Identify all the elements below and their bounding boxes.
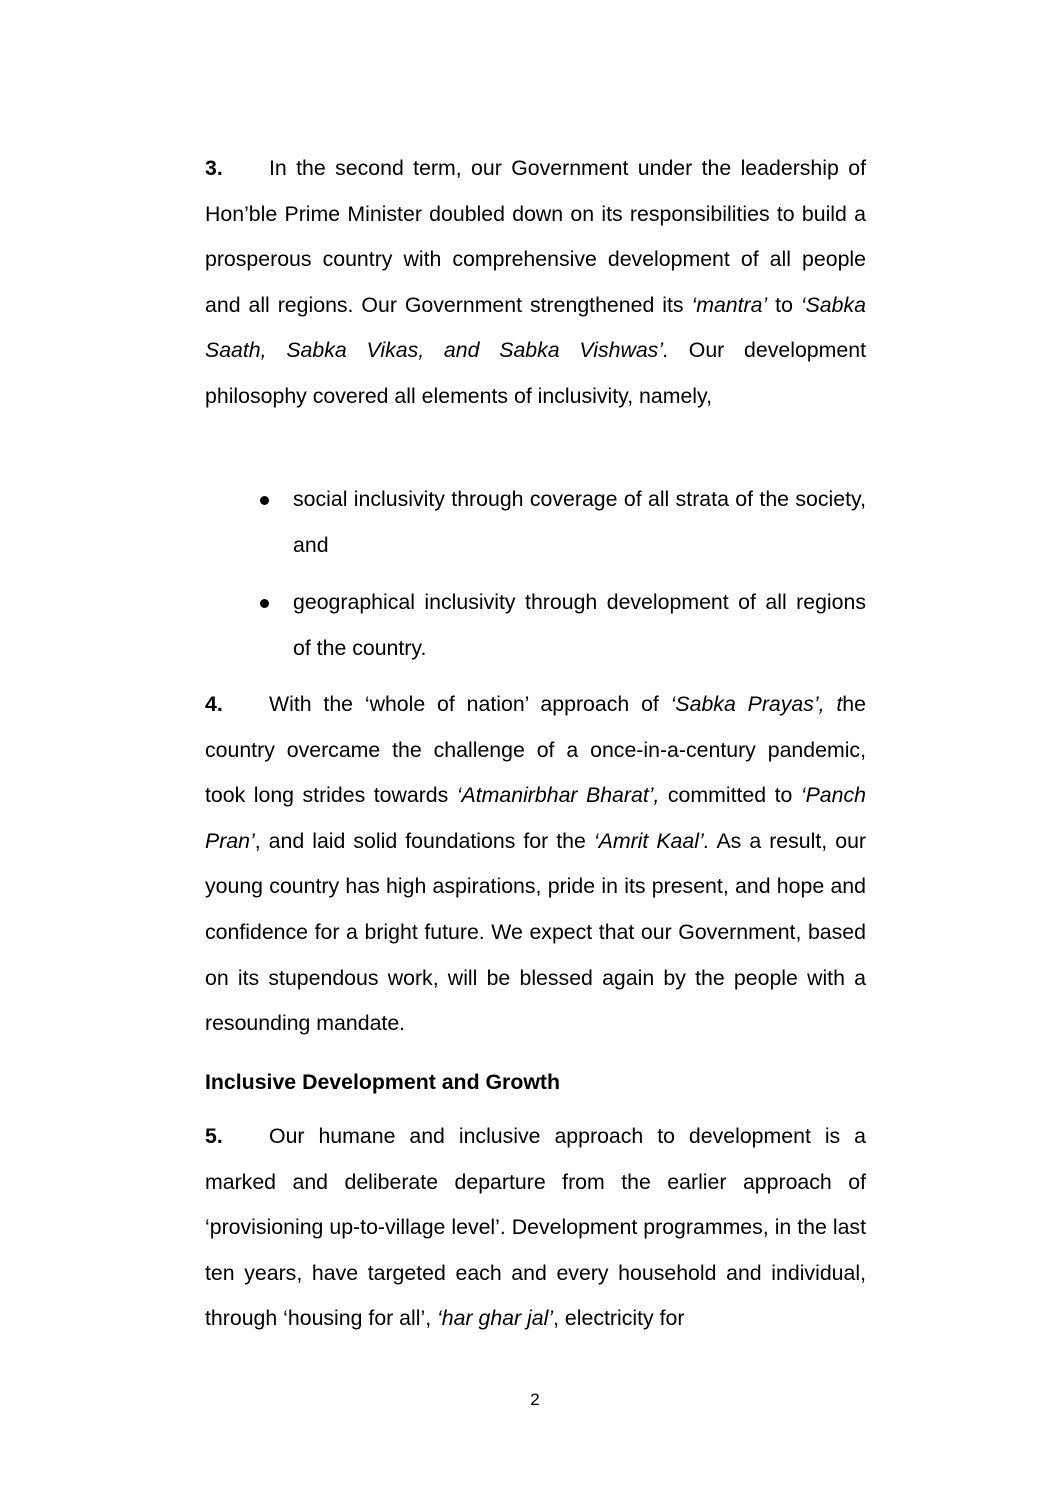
paragraph-text: , and laid solid foundations for the — [254, 828, 594, 853]
inclusivity-bullet-list — [205, 477, 866, 671]
italic-term: ‘Amrit Kaal’. — [593, 828, 710, 853]
paragraph-4-body — [205, 682, 866, 1047]
paragraph-text: Our development philosophy covered all elements of inclusivity, namely, — [205, 338, 866, 408]
paragraph-text: he country overcame the challenge of a once-in-a-century pandemic, took long strides towards — [205, 692, 866, 808]
paragraph-text: As a result, our young country has high aspirations, pride in its present, and hope and confidence for a bright future. We expect that our Government, based on its stupendous work, will be blessed again by the people with a resounding mandate. — [205, 828, 867, 1036]
paragraph-text: , electricity for — [553, 1306, 685, 1331]
page-number: 2 — [530, 1390, 540, 1409]
paragraph-3-body — [205, 146, 866, 420]
paragraph-number: 4. — [205, 692, 223, 716]
italic-term: ‘har ghar jal’ — [437, 1306, 554, 1331]
italic-slogan: ‘Sabka Saath, Sabka Vikas, and Sabka Vishwas’. — [205, 292, 866, 363]
paragraph-text: committed to — [659, 783, 801, 808]
bullet-item — [205, 580, 866, 671]
paragraph-text: to — [767, 292, 801, 317]
italic-term: ‘Atmanirbhar Bharat’, — [456, 783, 660, 808]
paragraph-text: With the ‘whole of nation’ approach of — [269, 692, 671, 716]
italic-term: ‘Panch Pran’ — [205, 783, 866, 853]
paragraph-4 — [205, 682, 866, 1047]
paragraph-5 — [205, 1114, 866, 1342]
paragraph-5-body — [205, 1114, 866, 1342]
italic-term: ‘Sabka Prayas’, t — [670, 692, 843, 716]
paragraph-number: 5. — [205, 1124, 223, 1148]
bullet-text: social inclusivity through coverage of all strata of the society, and — [293, 487, 866, 557]
paragraph-3 — [205, 146, 866, 420]
bullet-icon — [260, 599, 269, 608]
bullet-text: geographical inclusivity through development of all regions of the country. — [293, 590, 866, 660]
paragraph-number: 3. — [205, 156, 223, 180]
italic-term: ‘mantra’ — [691, 292, 768, 317]
paragraph-text: In the second term, our Government under the leadership of Hon’ble Prime Minister doubled down on its responsibilities to build a prosperous country with comprehensive development of all people and all regions. Our Government strengthened its — [205, 156, 866, 317]
paragraph-text: Our humane and inclusive approach to development is a marked and deliberate departure from the earlier approach of ‘provisioning up-to-village level’. Development programmes, in the last ten years, have targeted each and every household and individual, through ‘housing for all’, — [205, 1124, 866, 1331]
bullet-item — [205, 477, 866, 568]
bullet-icon — [260, 496, 269, 505]
section-heading: Inclusive Development and Growth — [205, 1070, 561, 1094]
